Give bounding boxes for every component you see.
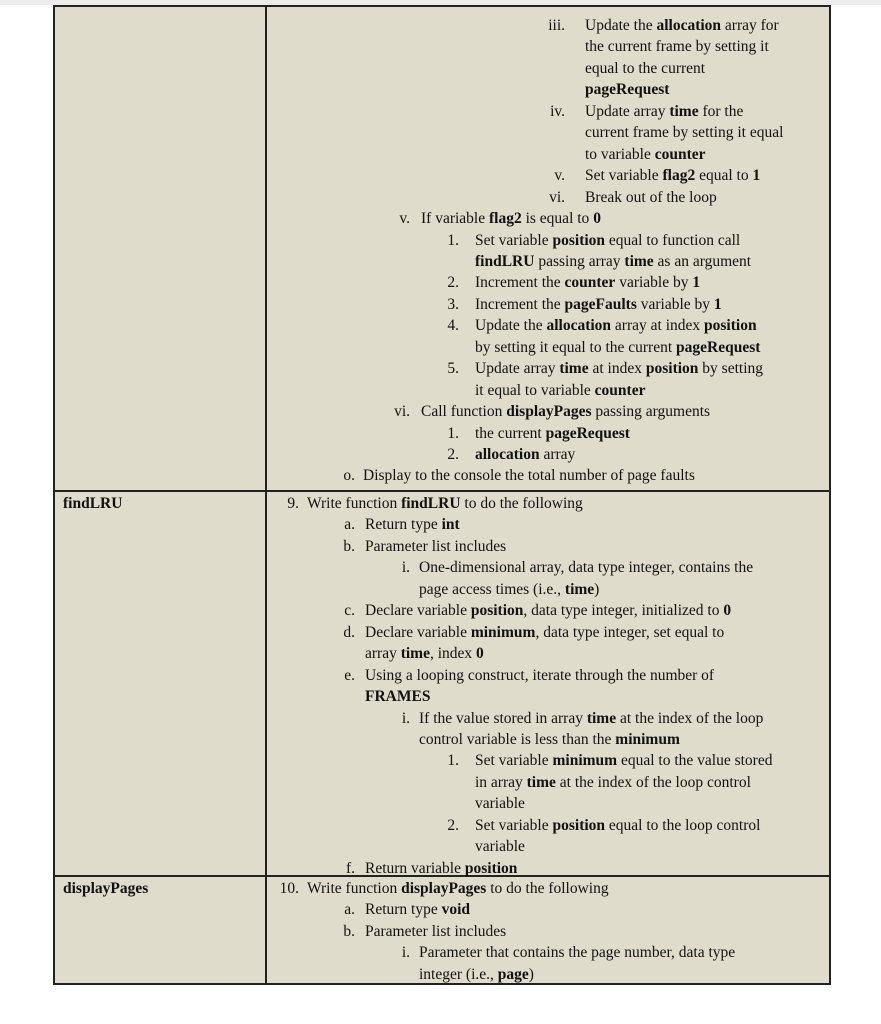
text-run: at the index of the loop bbox=[616, 709, 764, 727]
bold-term: 1 bbox=[752, 167, 761, 185]
list-marker: o. bbox=[343, 467, 355, 485]
line-text bbox=[419, 708, 763, 729]
line-text bbox=[585, 101, 743, 122]
bold-term: time bbox=[559, 360, 589, 378]
text-run: Parameter that contains the page number, data type bbox=[419, 944, 736, 962]
list-marker: iii. bbox=[548, 17, 565, 34]
list-marker: iv. bbox=[550, 102, 565, 120]
line-text bbox=[365, 600, 731, 621]
line-text bbox=[419, 942, 735, 963]
bold-term: time bbox=[586, 709, 617, 727]
bold-term: 1 bbox=[692, 274, 701, 292]
line-text bbox=[475, 337, 760, 358]
bold-term: int bbox=[441, 516, 460, 534]
text-run: array bbox=[365, 645, 401, 663]
line-text bbox=[475, 836, 525, 857]
list-marker: a. bbox=[344, 516, 355, 534]
text-run: Set variable bbox=[475, 752, 553, 770]
line-text bbox=[365, 643, 484, 664]
line-text bbox=[307, 878, 609, 899]
text-run: array at index bbox=[611, 317, 705, 335]
line-text bbox=[419, 579, 599, 600]
text-run: Set variable bbox=[475, 816, 553, 834]
bold-term: FRAMES bbox=[365, 688, 431, 706]
text-run: Return type bbox=[365, 901, 442, 919]
line-text bbox=[419, 729, 680, 750]
line-text bbox=[475, 380, 645, 401]
text-run: array for bbox=[721, 17, 779, 34]
list-marker: 2. bbox=[447, 816, 459, 834]
text-run: the current bbox=[475, 424, 546, 442]
list-marker: c. bbox=[344, 602, 355, 620]
list-marker: 2. bbox=[447, 446, 459, 463]
bold-term: allocation bbox=[475, 446, 540, 463]
bold-term: flag2 bbox=[489, 210, 522, 228]
text-run: Parameter list includes bbox=[365, 537, 507, 555]
line-text bbox=[585, 58, 705, 79]
text-run: to do the following bbox=[486, 880, 609, 897]
list-marker: 2. bbox=[447, 274, 459, 292]
line-text bbox=[475, 230, 740, 251]
bold-term: displayPages bbox=[401, 880, 487, 897]
text-run: Update the bbox=[585, 17, 657, 34]
text-run: by setting bbox=[698, 360, 764, 378]
line-text bbox=[475, 444, 575, 465]
bold-term: minimum bbox=[470, 623, 536, 641]
text-run: Write function bbox=[307, 880, 402, 897]
text-run: Update array bbox=[585, 102, 670, 120]
list-marker: 10. bbox=[279, 880, 299, 897]
bold-term: position bbox=[470, 602, 524, 620]
bold-term: minimum bbox=[552, 752, 618, 770]
text-run: Declare variable bbox=[365, 623, 471, 641]
text-run: equal to bbox=[695, 167, 753, 185]
text-run: One-dimensional array, data type integer, contains the bbox=[419, 559, 754, 577]
text-run: in array bbox=[475, 773, 527, 791]
text-run: to variable bbox=[585, 145, 655, 163]
line-text bbox=[365, 514, 460, 535]
line-text bbox=[307, 493, 583, 514]
line-text bbox=[475, 251, 751, 272]
text-run: Call function bbox=[421, 403, 507, 421]
line-text bbox=[585, 187, 717, 208]
bold-term: pageFaults bbox=[564, 295, 637, 313]
list-marker: v. bbox=[399, 210, 410, 228]
line-text bbox=[475, 423, 630, 444]
text-run: current frame by setting it equal bbox=[585, 124, 784, 142]
line-text bbox=[365, 536, 506, 557]
text-run: it equal to variable bbox=[475, 381, 595, 399]
list-marker: a. bbox=[344, 901, 355, 919]
list-marker: d. bbox=[343, 623, 355, 641]
line-text bbox=[475, 793, 525, 814]
line-text bbox=[475, 750, 772, 771]
text-run: integer (i.e., bbox=[419, 965, 498, 983]
list-marker: e. bbox=[344, 666, 355, 684]
list-marker: b. bbox=[343, 537, 355, 555]
bold-term: minimum bbox=[615, 730, 680, 748]
list-marker: i. bbox=[401, 559, 410, 577]
text-run: Set variable bbox=[585, 167, 663, 185]
line-text bbox=[475, 272, 700, 293]
line-text bbox=[585, 144, 706, 165]
bold-term: 0 bbox=[593, 210, 601, 228]
text-run: passing arguments bbox=[591, 403, 711, 421]
line-text bbox=[365, 858, 517, 879]
bold-term: position bbox=[552, 231, 606, 249]
text-run: equal to the value stored bbox=[617, 752, 773, 770]
text-run: Increment the bbox=[475, 295, 565, 313]
text-run: Set variable bbox=[475, 231, 553, 249]
text-run: passing array bbox=[534, 252, 625, 270]
line-text bbox=[365, 899, 470, 920]
line-text bbox=[419, 557, 753, 578]
text-run: Parameter list includes bbox=[365, 922, 507, 940]
text-run: , index bbox=[429, 645, 477, 663]
list-marker: 9. bbox=[287, 495, 299, 512]
bold-term: 1 bbox=[713, 295, 722, 313]
text-run: page access times (i.e., bbox=[419, 580, 565, 598]
line-text bbox=[475, 315, 757, 336]
bold-term: time bbox=[564, 580, 595, 598]
text-run: at the index of the loop control bbox=[555, 773, 751, 791]
line-text bbox=[365, 921, 506, 942]
text-run: as an argument bbox=[653, 252, 752, 270]
text-run: control variable is less than the bbox=[419, 730, 616, 748]
line-text bbox=[585, 122, 783, 143]
text-run: Update the bbox=[475, 317, 547, 335]
line-text bbox=[585, 15, 779, 36]
bold-term: time bbox=[624, 252, 654, 270]
list-marker: i. bbox=[401, 944, 410, 962]
bold-term: void bbox=[441, 901, 471, 919]
bold-term: 0 bbox=[476, 645, 484, 663]
text-run: for the bbox=[698, 102, 744, 120]
text-run: ) bbox=[528, 965, 534, 983]
bold-term: position bbox=[704, 317, 757, 335]
line-text bbox=[585, 79, 669, 100]
text-run: equal to the loop control bbox=[605, 816, 761, 834]
text-run: by setting it equal to the current bbox=[475, 338, 677, 356]
list-marker: 5. bbox=[447, 360, 459, 378]
bold-term: counter bbox=[564, 274, 616, 292]
bold-term: time bbox=[669, 102, 699, 120]
bold-term: page bbox=[497, 965, 529, 983]
bold-term: counter bbox=[654, 145, 706, 163]
text-run: Update array bbox=[475, 360, 560, 378]
text-run: Increment the bbox=[475, 274, 565, 292]
line-text bbox=[475, 358, 763, 379]
list-marker: i. bbox=[401, 709, 410, 727]
text-run: Declare variable bbox=[365, 602, 471, 620]
line-text bbox=[475, 294, 722, 315]
text-run: variable by bbox=[615, 274, 693, 292]
bold-term: allocation bbox=[656, 17, 722, 34]
text-run: If variable bbox=[421, 210, 489, 228]
line-text bbox=[475, 815, 760, 836]
bold-term: counter bbox=[594, 381, 646, 399]
list-marker: v. bbox=[554, 167, 565, 185]
text-run: Break out of the loop bbox=[585, 188, 717, 206]
bold-term: flag2 bbox=[662, 167, 696, 185]
list-marker: b. bbox=[343, 922, 355, 940]
bold-term: findLRU bbox=[401, 495, 461, 512]
line-text bbox=[475, 772, 751, 793]
list-marker: 1. bbox=[447, 752, 459, 770]
list-marker: 4. bbox=[447, 317, 459, 335]
line-text bbox=[365, 665, 714, 686]
text-run: Write function bbox=[307, 495, 402, 512]
text-run: Return variable bbox=[365, 859, 465, 877]
bold-term: time bbox=[526, 773, 556, 791]
list-marker: vi. bbox=[549, 188, 565, 206]
bold-term: findLRU bbox=[475, 252, 535, 270]
row-label-displaypages: displayPages bbox=[63, 880, 149, 897]
text-run: , data type integer, set equal to bbox=[535, 623, 725, 641]
line-text bbox=[365, 686, 430, 707]
line-text bbox=[421, 208, 601, 229]
text-run: Return type bbox=[365, 516, 442, 534]
text-run: If the value stored in array bbox=[419, 709, 587, 727]
text-run: equal to function call bbox=[605, 231, 741, 249]
list-marker: 1. bbox=[447, 424, 459, 442]
bold-term: position bbox=[645, 360, 699, 378]
bold-term: 0 bbox=[723, 602, 732, 620]
row-divider bbox=[55, 490, 829, 492]
bold-term: displayPages bbox=[506, 403, 592, 421]
text-run: array bbox=[539, 446, 576, 463]
requirements-table bbox=[53, 5, 831, 985]
bold-term: position bbox=[552, 816, 606, 834]
line-text bbox=[365, 622, 724, 643]
text-run: variable by bbox=[636, 295, 714, 313]
line-text bbox=[585, 165, 760, 186]
text-run: variable bbox=[475, 795, 525, 813]
bold-term: allocation bbox=[546, 317, 612, 335]
text-run: ) bbox=[594, 580, 600, 598]
text-run: variable bbox=[475, 838, 525, 856]
text-run: is equal to bbox=[521, 210, 594, 228]
line-text bbox=[419, 964, 534, 985]
list-marker: 3. bbox=[447, 295, 459, 313]
text-run: , data type integer, initialized to bbox=[523, 602, 724, 620]
list-marker: f. bbox=[345, 859, 355, 877]
bold-term: position bbox=[464, 859, 518, 877]
text-run: Display to the console the total number of page faults bbox=[363, 467, 695, 485]
line-text bbox=[363, 465, 695, 486]
bold-term: pageRequest bbox=[676, 338, 761, 356]
line-text bbox=[421, 401, 710, 422]
bold-term: pageRequest bbox=[545, 424, 630, 442]
text-run: Using a looping construct, iterate through the number of bbox=[365, 666, 715, 684]
list-marker: 1. bbox=[447, 231, 459, 249]
line-text bbox=[585, 36, 769, 57]
bold-term: pageRequest bbox=[585, 81, 670, 99]
text-run: to do the following bbox=[460, 495, 583, 512]
text-run: equal to the current bbox=[585, 59, 706, 77]
text-run: at index bbox=[588, 360, 646, 378]
list-marker: vi. bbox=[394, 403, 410, 421]
row-label-findlru: findLRU bbox=[63, 495, 123, 512]
bold-term: time bbox=[400, 645, 430, 663]
text-run: the current frame by setting it bbox=[585, 38, 769, 56]
